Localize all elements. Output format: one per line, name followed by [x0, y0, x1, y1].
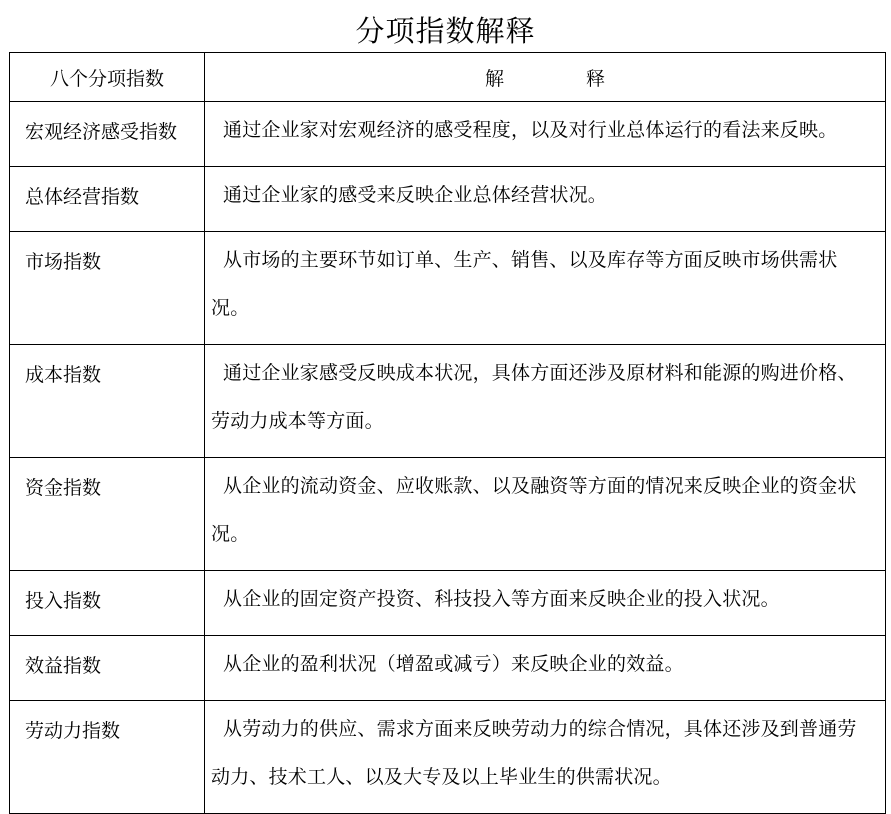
table-header-row [10, 53, 886, 102]
header-index-name: 八个分项指数 [10, 53, 205, 102]
index-description: 从企业的流动资金、应收账款、以及融资等方面的情况来反映企业的资金状况。 [205, 458, 886, 571]
index-description: 从市场的主要环节如订单、生产、销售、以及库存等方面反映市场供需状况。 [205, 232, 886, 345]
table-row [10, 167, 886, 232]
index-name: 资金指数 [10, 458, 205, 571]
table-row [10, 571, 886, 636]
table-row [10, 345, 886, 458]
index-description: 通过企业家的感受来反映企业总体经营状况。 [205, 167, 886, 232]
index-name: 市场指数 [10, 232, 205, 345]
sub-index-table [9, 52, 886, 814]
index-name: 总体经营指数 [10, 167, 205, 232]
header-explanation-char2: 释 [586, 67, 606, 90]
index-name: 效益指数 [10, 636, 205, 701]
table-row [10, 701, 886, 814]
table-row [10, 232, 886, 345]
index-name: 劳动力指数 [10, 701, 205, 814]
index-name: 宏观经济感受指数 [10, 102, 205, 167]
index-description: 从劳动力的供应、需求方面来反映劳动力的综合情况，具体还涉及到普通劳动力、技术工人、以及大专及以上毕业生的供需状况。 [205, 701, 886, 814]
index-description: 通过企业家感受反映成本状况，具体方面还涉及原材料和能源的购进价格、劳动力成本等方面。 [205, 345, 886, 458]
table-row [10, 102, 886, 167]
header-explanation [205, 53, 886, 102]
table-row [10, 636, 886, 701]
index-description: 从企业的固定资产投资、科技投入等方面来反映企业的投入状况。 [205, 571, 886, 636]
table-row [10, 458, 886, 571]
header-explanation-char1: 解 [484, 67, 504, 90]
index-name: 投入指数 [10, 571, 205, 636]
index-name: 成本指数 [10, 345, 205, 458]
page-title: 分项指数解释 [355, 14, 536, 48]
index-description: 通过企业家对宏观经济的感受程度，以及对行业总体运行的看法来反映。 [205, 102, 886, 167]
index-description: 从企业的盈利状况（增盈或减亏）来反映企业的效益。 [205, 636, 886, 701]
